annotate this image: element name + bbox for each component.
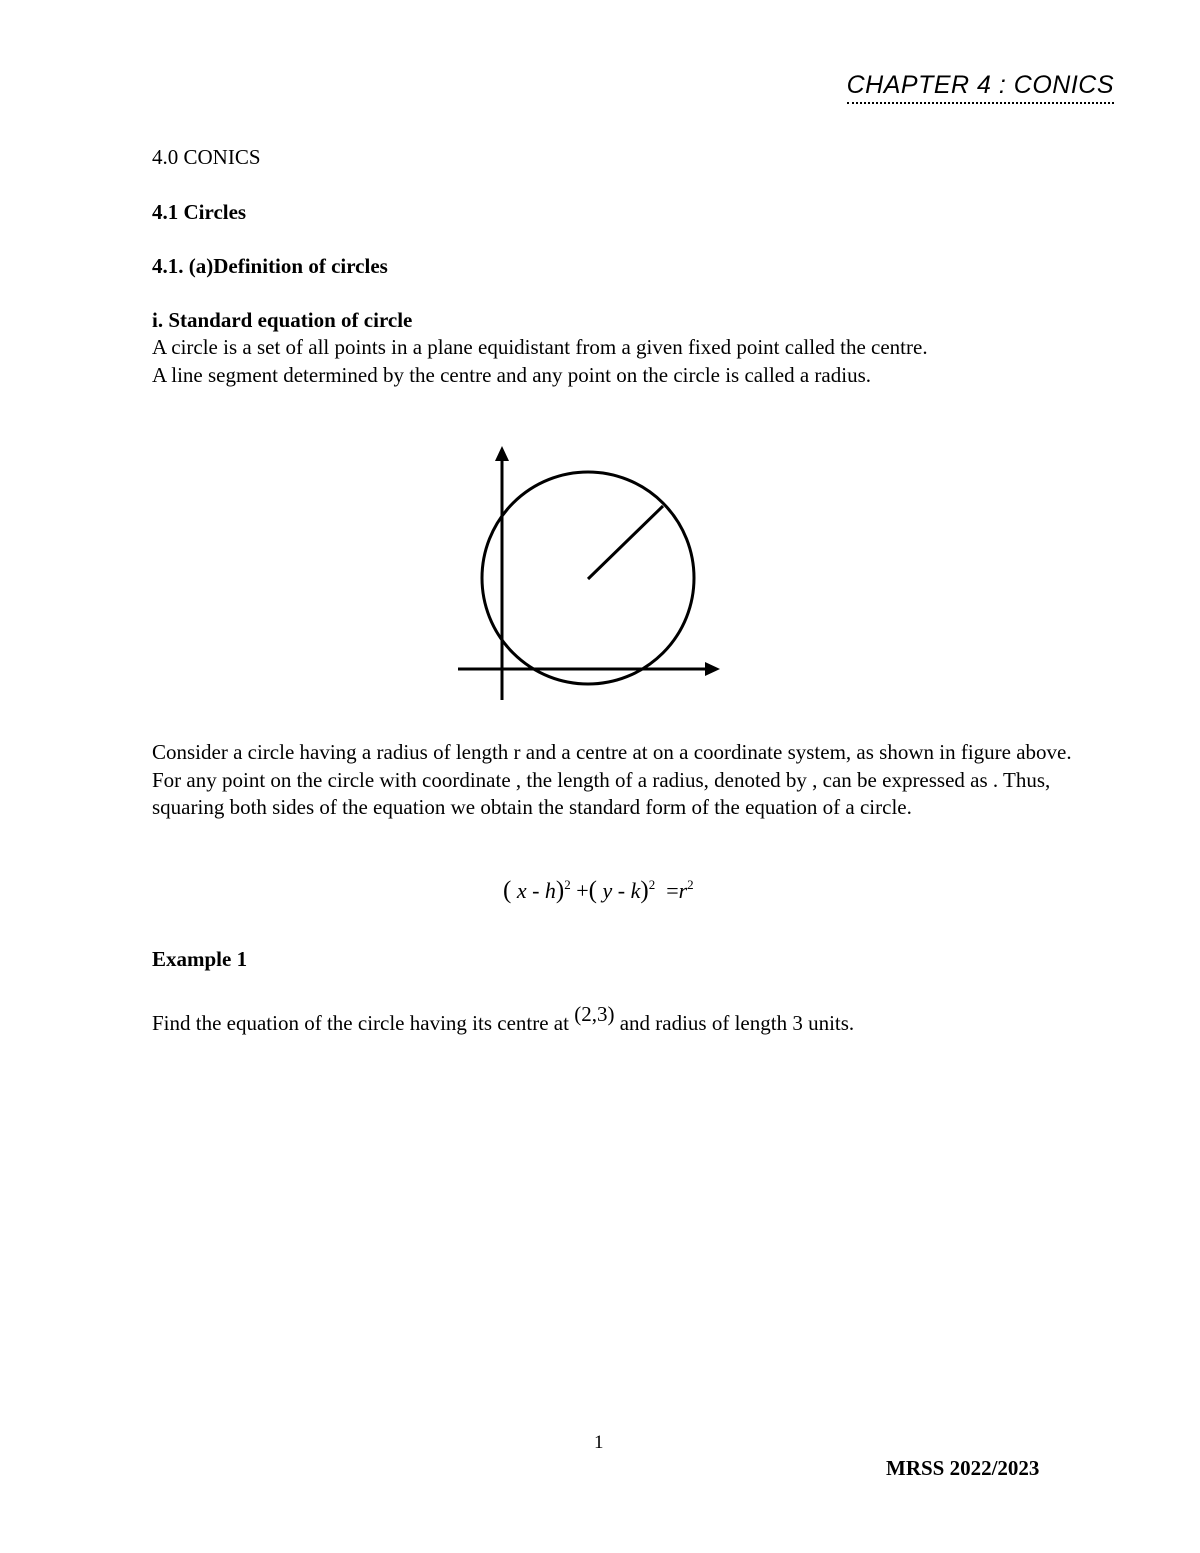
formula-y: y xyxy=(602,878,613,903)
definition-line-1: A circle is a set of all points in a plane equidistant from a given fixed point called the centre. xyxy=(152,335,928,359)
page-number: 1 xyxy=(594,1432,604,1453)
chapter-title: CHAPTER 4 : CONICS xyxy=(847,70,1114,104)
radius-line xyxy=(588,506,663,579)
formula-equals: = xyxy=(666,878,679,903)
formula-minus-2: - xyxy=(617,878,626,903)
section-title-circles: 4.1 Circles xyxy=(152,200,247,224)
circle-on-axes-diagram xyxy=(452,442,742,717)
standard-circle-equation xyxy=(503,877,694,905)
section-title-conics: 4.0 CONICS xyxy=(152,145,261,169)
explanation-paragraph: Consider a circle having a radius of length r and a centre at on a coordinate system, as shown in figure above. For any point on the circle with coordinate , the length of a radius, denoted by , can be expressed as . Thus, squaring both sides of the equation we obtain the standard form of the equation of a circle. xyxy=(152,740,1072,819)
formula-exponent-2: 2 xyxy=(648,877,656,892)
formula-close-paren-2: ) xyxy=(640,877,649,904)
formula-r: r xyxy=(678,878,688,903)
formula-open-paren-1: ( xyxy=(503,877,512,904)
example-1-text xyxy=(152,1002,1082,1038)
formula-x: x xyxy=(516,878,527,903)
formula-h: h xyxy=(544,878,556,903)
example-centre-coordinates: (2,3) xyxy=(574,1002,615,1026)
section-title-definition: 4.1. (a)Definition of circles xyxy=(152,254,388,278)
formula-minus-1: - xyxy=(532,878,540,903)
example-title: Example 1 xyxy=(152,947,248,971)
formula-close-paren-1: ) xyxy=(555,877,565,904)
formula-exponent-1: 2 xyxy=(564,877,571,892)
example-text-after: and radius of length 3 units. xyxy=(614,1011,855,1035)
definition-line-2: A line segment determined by the centre and any point on the circle is called a radius. xyxy=(152,362,872,387)
formula-k: k xyxy=(630,878,641,903)
formula-exponent-3: 2 xyxy=(687,877,694,892)
x-axis-arrowhead xyxy=(705,662,720,676)
definition-text xyxy=(152,334,1082,389)
item-title-standard-equation: i. Standard equation of circle xyxy=(152,308,413,332)
formula-plus: + xyxy=(576,878,589,903)
footer-code: MRSS 2022/2023 xyxy=(886,1456,1040,1480)
example-text-before: Find the equation of the circle having its centre at xyxy=(152,1011,575,1035)
y-axis-arrowhead xyxy=(495,446,509,461)
formula-open-paren-2: ( xyxy=(588,877,597,904)
